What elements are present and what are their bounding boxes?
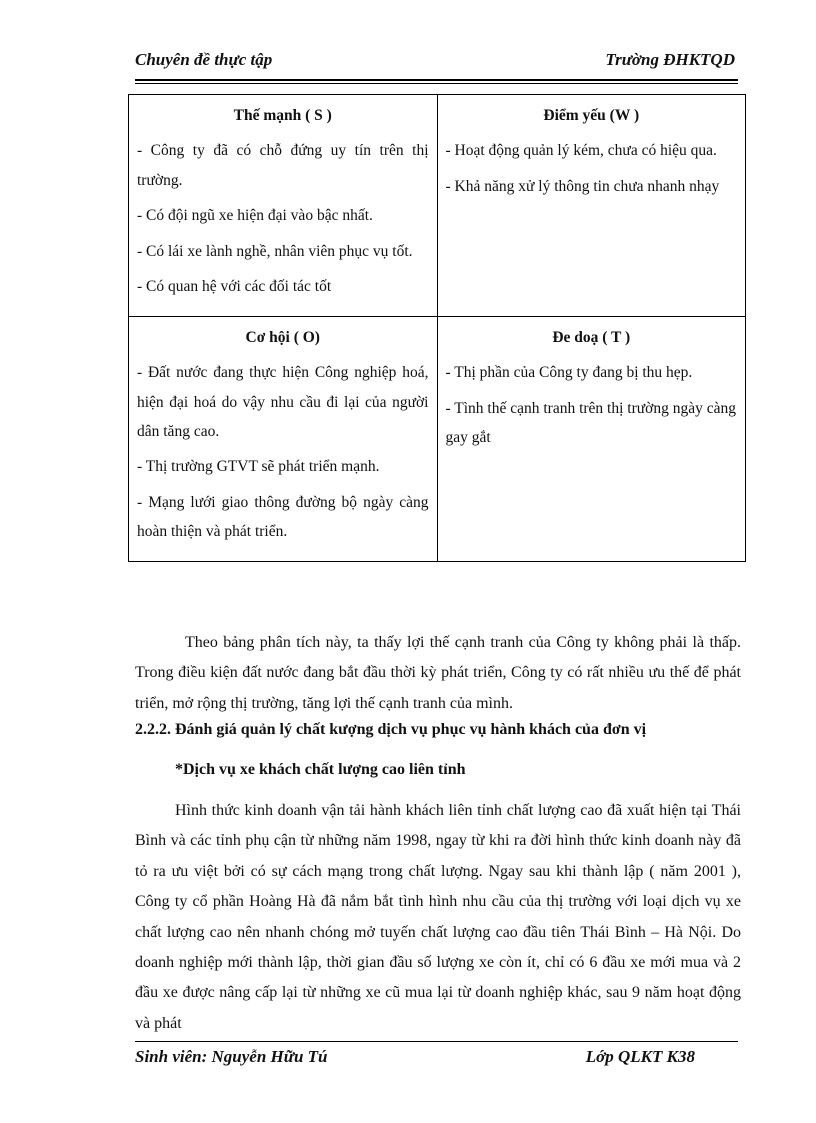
- swot-row-internal: [129, 95, 746, 317]
- opportunities-heading: Cơ hội ( O): [245, 328, 320, 346]
- swot-row-external: [129, 316, 746, 561]
- header-divider: [135, 79, 738, 84]
- footer-class-name: Lớp QLKT K38: [585, 1047, 695, 1066]
- section-heading: 2.2.2. Đánh giá quản lý chất kượng dịch vụ phục vụ hành khách của đơn vị: [135, 721, 647, 738]
- strengths-heading: Thế mạnh ( S ): [233, 107, 332, 124]
- swot-weaknesses-cell: [437, 95, 746, 317]
- page-header: [135, 50, 735, 76]
- swot-table: [128, 94, 746, 562]
- opportunity-item: - Mạng lưới giao thông đường bộ ngày càng hoàn thiện và phát triển.: [137, 493, 429, 541]
- strength-item: - Công ty đã có chỗ đứng uy tín trên thị trường.: [137, 142, 429, 189]
- swot-opportunities-cell: [129, 316, 438, 561]
- opportunity-item: - Thị trường GTVT sẽ phát triển mạnh.: [137, 458, 380, 476]
- header-school-name: Trường ĐHKTQD: [605, 50, 735, 69]
- strength-item: - Có quan hệ với các đối tác tốt: [137, 278, 332, 296]
- swot-strengths-cell: [129, 95, 438, 317]
- threat-item: - Tình thế cạnh tranh trên thị trường ngày càng gay gắt: [445, 399, 736, 446]
- swot-threats-cell: [437, 316, 746, 561]
- weaknesses-heading: Điểm yếu (W ): [543, 107, 640, 124]
- service-paragraph: Hình thức kinh doanh vận tải hành khách liên tỉnh chất lượng cao đã xuất hiện tại Thái Bình và các tỉnh phụ cận từ những năm 1998, ngay từ khi ra đời hình thức kinh doanh này đã tỏ ra ưu việt bởi có sự cách mạng trong chất lượng. Ngay sau khi thành lập ( năm 2001 ), Công ty cổ phần Hoàng Hà đã nắm bắt tình hình nhu cầu của thị trường với loại dịch vụ xe chất lượng cao nên nhanh chóng mở tuyến chất lượng cao đầu tiên Thái Bình – Hà Nội. Do doanh nghiệp mới thành lập, thời gian đầu số lượng xe còn ít, chỉ có 6 đầu xe mới mua và 2 đầu xe được nâng cấp lại từ những xe cũ mua lại từ doanh nghiệp khác, sau 9 năm hoạt động và phát: [135, 802, 741, 1032]
- footer-divider: [135, 1041, 738, 1042]
- page-footer: [135, 1047, 695, 1073]
- header-document-title: Chuyên đề thực tập: [135, 50, 273, 69]
- footer-student-name: Sinh viên: Nguyễn Hữu Tú: [135, 1047, 328, 1066]
- threat-item: - Thị phần của Công ty đang bị thu hẹp.: [445, 364, 693, 382]
- strength-item: - Có lái xe lành nghề, nhân viên phục vụ tốt.: [137, 242, 413, 260]
- weakness-item: - Hoạt động quản lý kém, chưa có hiệu qua.: [445, 142, 717, 160]
- opportunity-item: - Đất nước đang thực hiện Công nghiệp hoá, hiện đại hoá do vậy nhu cầu đi lại của người dân tăng cao.: [137, 364, 429, 440]
- subsection-heading: *Dịch vụ xe khách chất lượng cao liên tỉnh: [175, 761, 466, 778]
- weakness-item: - Khả năng xử lý thông tin chưa nhanh nhạy: [445, 177, 720, 195]
- analysis-paragraph: Theo bảng phân tích này, ta thấy lợi thế cạnh tranh của Công ty không phải là thấp. Trong điều kiện đất nước đang bắt đầu thời kỳ phát triển, Công ty có rất nhiều ưu thế để phát triển, mở rộng thị trường, tăng lợi thế cạnh tranh của mình.: [135, 634, 741, 712]
- threats-heading: Đe doạ ( T ): [552, 328, 631, 346]
- strength-item: - Có đội ngũ xe hiện đại vào bậc nhất.: [137, 207, 373, 225]
